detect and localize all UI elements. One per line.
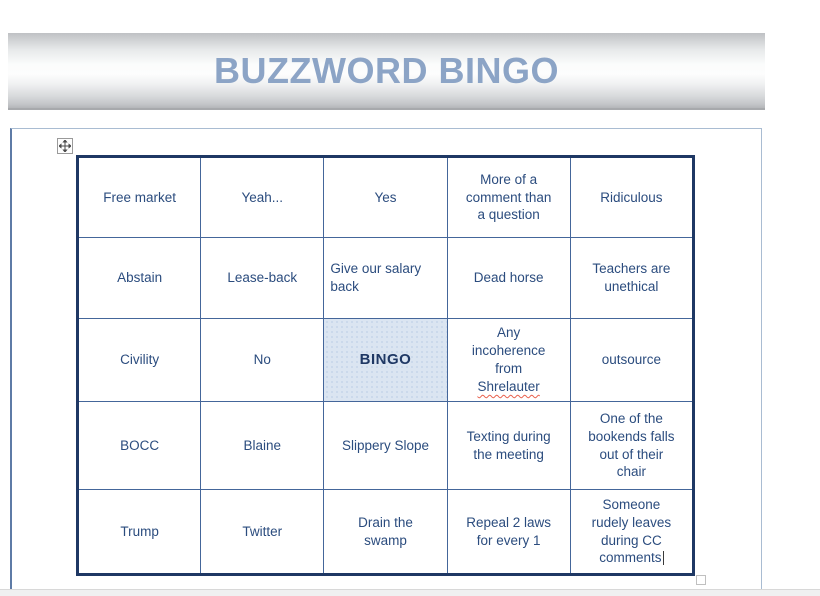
table-row xyxy=(78,157,694,238)
bingo-free-cell[interactable]: BINGO xyxy=(324,319,447,402)
table-cell[interactable]: Teachers are unethical xyxy=(570,238,693,319)
table-cell[interactable]: More of a comment than a question xyxy=(447,157,570,238)
page-title: BUZZWORD BINGO xyxy=(214,49,559,91)
table-resize-handle[interactable] xyxy=(696,575,706,585)
table-row xyxy=(78,238,694,319)
bottom-divider xyxy=(0,589,820,596)
table-cell[interactable]: Yes xyxy=(324,157,447,238)
cell-text: Someone rudely leaves during CC comments xyxy=(591,496,672,566)
table-cell[interactable]: Texting during the meeting xyxy=(447,402,570,490)
table-cell[interactable] xyxy=(570,490,693,575)
bingo-table xyxy=(76,155,695,576)
table-cell[interactable]: No xyxy=(201,319,324,402)
table-cell[interactable]: outsource xyxy=(570,319,693,402)
table-cell[interactable]: Civility xyxy=(78,319,201,402)
table-row xyxy=(78,319,694,402)
text-cursor xyxy=(663,551,664,565)
table-cell[interactable]: Give our salary back xyxy=(324,238,447,319)
title-banner[interactable] xyxy=(8,33,765,110)
table-row xyxy=(78,402,694,490)
table-row xyxy=(78,490,694,575)
table-cell[interactable]: Ridiculous xyxy=(570,157,693,238)
table-cell[interactable]: One of the bookends falls out of their chair xyxy=(570,402,693,490)
table-cell[interactable]: Blaine xyxy=(201,402,324,490)
table-cell[interactable] xyxy=(447,319,570,402)
table-cell[interactable]: Drain the swamp xyxy=(324,490,447,575)
table-cell[interactable]: Abstain xyxy=(78,238,201,319)
table-cell[interactable]: Twitter xyxy=(201,490,324,575)
misspelled-word: Shrelauter xyxy=(477,378,540,394)
table-cell[interactable]: Slippery Slope xyxy=(324,402,447,490)
table-cell[interactable]: Free market xyxy=(78,157,201,238)
table-move-handle[interactable] xyxy=(57,138,73,154)
table-cell[interactable]: Repeal 2 laws for every 1 xyxy=(447,490,570,575)
table-cell[interactable]: Trump xyxy=(78,490,201,575)
move-arrows-icon xyxy=(59,140,71,152)
table-cell[interactable]: Yeah... xyxy=(201,157,324,238)
table-cell[interactable]: Dead horse xyxy=(447,238,570,319)
cell-text: Any incoherence from xyxy=(471,325,546,376)
table-cell[interactable]: BOCC xyxy=(78,402,201,490)
table-cell[interactable]: Lease-back xyxy=(201,238,324,319)
